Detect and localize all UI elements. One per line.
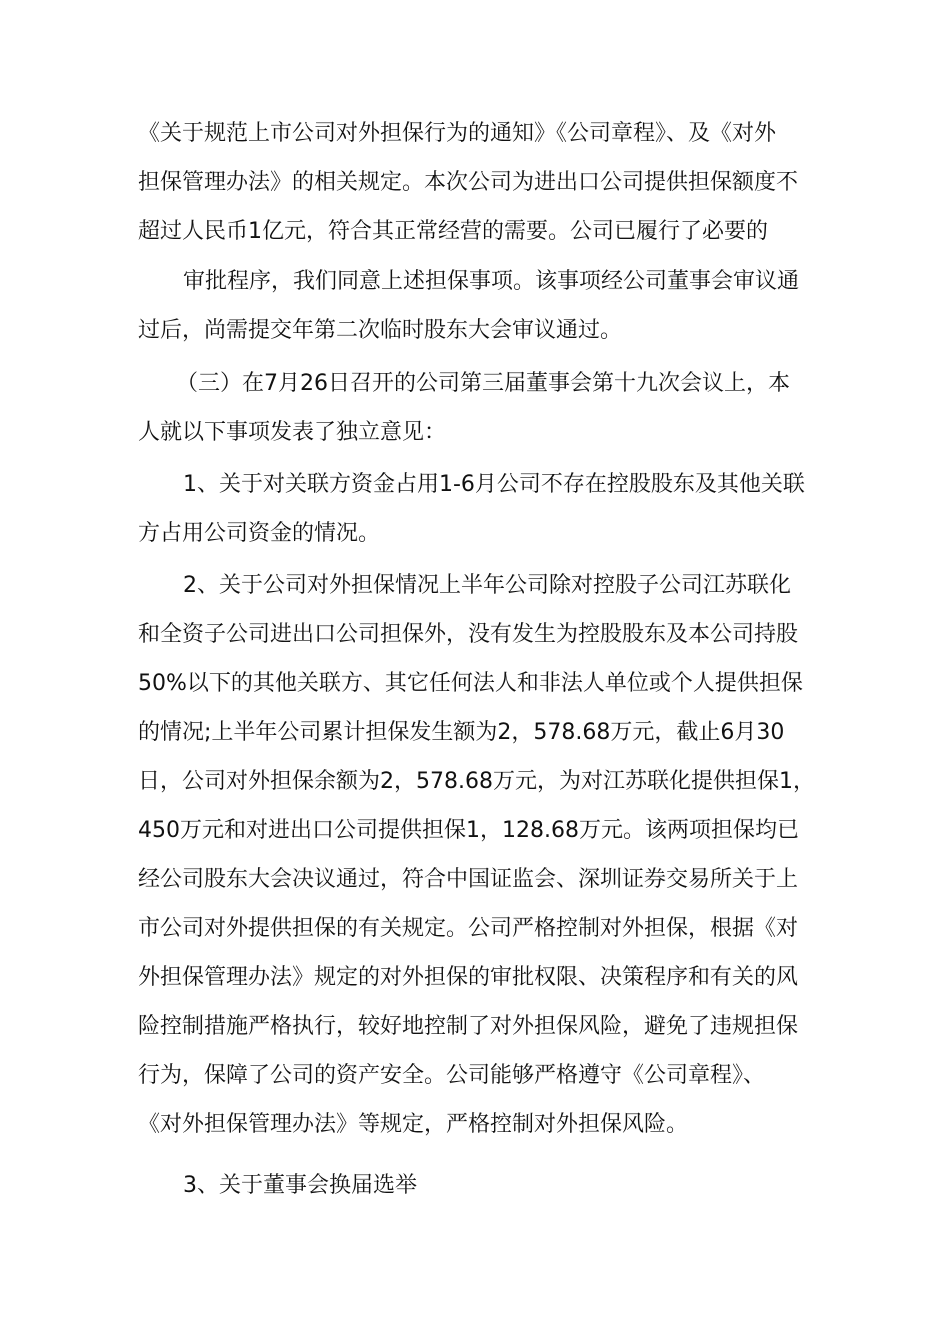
text-line-9: 方占用公司资金的情况。 xyxy=(138,521,381,546)
text-line-19: 险控制措施严格执行，较好地控制了对外担保风险，避免了违规担保 xyxy=(138,1014,799,1039)
text-line-13: 的情况;上半年公司累计担保发生额为2，578.68万元，截止6月30 xyxy=(138,720,785,745)
text-line-22: 3、关于董事会换届选举 xyxy=(183,1173,417,1198)
text-line-1: 《关于规范上市公司对外担保行为的通知》《公司章程》、及《对外 xyxy=(138,121,777,146)
text-line-4: 审批程序，我们同意上述担保事项。该事项经公司董事会审议通 xyxy=(183,269,800,294)
text-line-15: 450万元和对进出口公司提供担保1，128.68万元。该两项担保均已 xyxy=(138,818,799,843)
text-line-17: 市公司对外提供担保的有关规定。公司严格控制对外担保，根据《对 xyxy=(138,916,799,941)
text-line-16: 经公司股东大会决议通过，符合中国证监会、深圳证券交易所关于上 xyxy=(138,867,799,892)
text-line-18: 外担保管理办法》规定的对外担保的审批权限、决策程序和有关的风 xyxy=(138,965,799,990)
text-line-3: 超过人民币1亿元，符合其正常经营的需要。公司已履行了必要的 xyxy=(138,219,768,244)
text-line-8: 1、关于对关联方资金占用1-6月公司不存在控股股东及其他关联 xyxy=(183,472,805,497)
text-line-2: 担保管理办法》的相关规定。本次公司为进出口公司提供担保额度不 xyxy=(138,170,799,195)
text-line-21: 《对外担保管理办法》等规定，严格控制对外担保风险。 xyxy=(138,1112,689,1137)
text-line-6: （三）在7月26日召开的公司第三届董事会第十九次会议上，本 xyxy=(176,371,790,396)
text-line-20: 行为，保障了公司的资产安全。公司能够严格遵守《公司章程》、 xyxy=(138,1063,766,1088)
text-line-7: 人就以下事项发表了独立意见： xyxy=(138,420,447,445)
text-line-10: 2、关于公司对外担保情况上半年公司除对控股子公司江苏联化 xyxy=(183,573,791,598)
text-line-5: 过后，尚需提交年第二次临时股东大会审议通过。 xyxy=(138,318,623,343)
text-line-14: 日，公司对外担保余额为2，578.68万元，为对江苏联化提供担保1， xyxy=(138,769,815,794)
text-line-12: 50%以下的其他关联方、其它任何法人和非法人单位或个人提供担保 xyxy=(138,671,803,696)
text-line-11: 和全资子公司进出口公司担保外，没有发生为控股股东及本公司持股 xyxy=(138,622,799,647)
